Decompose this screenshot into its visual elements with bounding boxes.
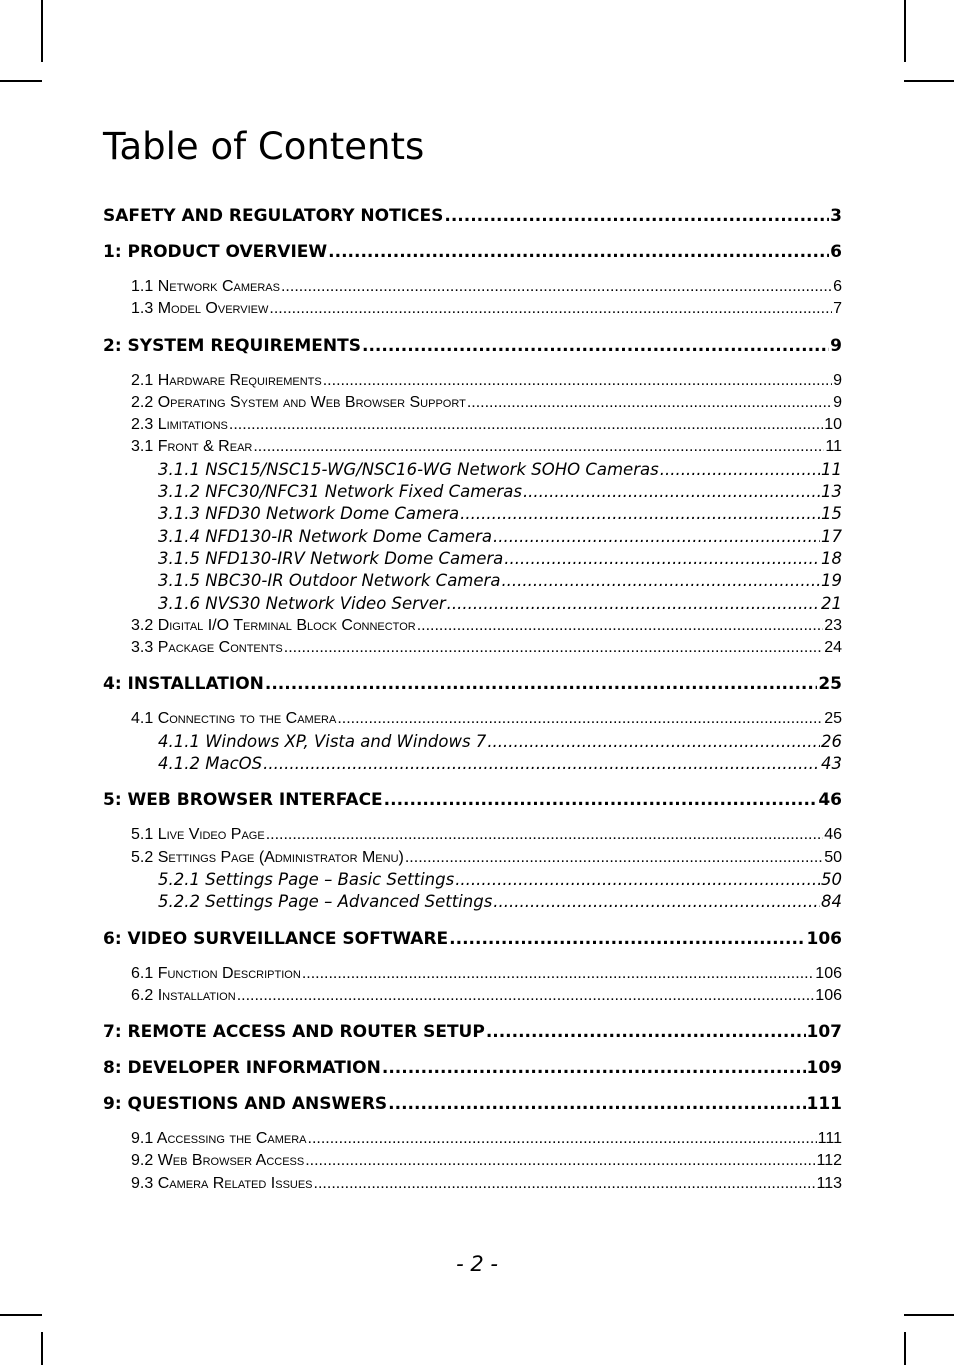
page-number: - 2 - [456, 1252, 498, 1276]
toc-entry-title: 2.3 Limitations [131, 416, 228, 434]
toc-entry-page: 17 [821, 526, 842, 546]
toc-leader-dots [501, 570, 820, 592]
toc-entry-title: 9.2 Web Browser Access [131, 1152, 305, 1170]
toc-entry[interactable] [103, 414, 842, 436]
crop-mark [904, 1314, 954, 1316]
toc-entry-page: 109 [806, 1058, 842, 1079]
toc-entry[interactable] [103, 548, 842, 570]
toc-entry-page: 113 [816, 1174, 842, 1192]
toc-entry[interactable] [103, 298, 842, 320]
toc-entry-title: 4.1 Connecting to the Camera [131, 710, 337, 728]
toc-leader-dots [504, 548, 820, 570]
toc-entry-title: 9: QUESTIONS AND ANSWERS [103, 1094, 388, 1115]
toc-entry-title: 3.1.5 NBC30-IR Outdoor Network Camera [158, 571, 501, 591]
toc-entry-title: 3.1.1 NSC15/NSC15-WG/NSC16-WG Network SOHO Cameras [158, 459, 659, 479]
page-title: Table of Contents [103, 125, 425, 168]
crop-mark [904, 0, 906, 62]
toc-entry-page: 9 [833, 371, 842, 389]
toc-entry-page: 50 [821, 869, 842, 889]
toc-entry[interactable] [103, 481, 842, 503]
toc-leader-dots [269, 298, 832, 320]
toc-entry-title: 6: VIDEO SURVEILLANCE SOFTWARE [103, 928, 449, 949]
toc-entry[interactable] [103, 928, 842, 950]
toc-leader-dots [253, 436, 824, 458]
crop-mark [904, 80, 954, 82]
toc-entry-title: 1.1 Network Cameras [131, 278, 280, 295]
toc-entry[interactable] [103, 436, 842, 458]
toc-entry[interactable] [103, 753, 842, 775]
crop-mark [41, 1332, 43, 1365]
toc-entry-page: 18 [821, 548, 842, 568]
toc-leader-dots [323, 370, 832, 392]
toc-entry[interactable] [103, 985, 842, 1007]
toc-entry-page: 9 [830, 335, 842, 356]
toc-leader-dots [493, 891, 820, 913]
toc-entry-page: 106 [806, 928, 842, 949]
toc-leader-dots [467, 392, 832, 414]
toc-entry-page: 43 [821, 754, 842, 774]
toc-entry[interactable] [103, 593, 842, 615]
toc-entry[interactable] [103, 891, 842, 913]
toc-entry-title: 5.2 Settings Page (Administrator Menu) [131, 848, 404, 866]
toc-entry[interactable] [103, 570, 842, 592]
toc-entry-page: 50 [824, 848, 842, 866]
crop-mark [0, 80, 42, 82]
toc-entry[interactable] [103, 503, 842, 525]
toc-entry-page: 15 [821, 504, 842, 524]
toc-entry-page: 84 [821, 892, 842, 912]
toc-entry-page: 23 [824, 616, 842, 634]
toc-entry-title: 5: WEB BROWSER INTERFACE [103, 790, 383, 811]
toc-leader-dots [388, 1093, 805, 1115]
toc-entry-page: 11 [825, 438, 842, 456]
toc-entry-page: 26 [821, 731, 842, 751]
toc-entry-title: 6.1 Function Description [131, 964, 301, 982]
toc-entry-page: 24 [824, 639, 842, 657]
toc-entry[interactable] [103, 1150, 842, 1172]
toc-entry-page: 7 [833, 300, 842, 318]
toc-entry-title: 6.2 Installation [131, 986, 236, 1004]
toc-leader-dots [447, 593, 820, 615]
toc-leader-dots [444, 205, 829, 227]
toc-leader-dots [455, 869, 820, 891]
toc-entry-title: 3.1.6 NVS30 Network Video Server [158, 593, 446, 613]
toc-entry-title: 3.1 Front & Rear [131, 438, 253, 456]
toc-entry[interactable] [103, 963, 842, 985]
toc-entry[interactable] [103, 459, 842, 481]
toc-entry-title: 3.1.3 NFD30 Network Dome Camera [158, 504, 460, 524]
toc-entry-title: 2.2 Operating System and Web Browser Support [131, 393, 466, 411]
toc-leader-dots [229, 414, 823, 436]
toc-entry-page: 46 [824, 826, 842, 844]
toc-leader-dots [281, 276, 832, 298]
toc-entry-page: 46 [818, 790, 842, 811]
toc-entry[interactable] [103, 1057, 842, 1079]
toc-entry[interactable] [103, 205, 842, 227]
toc-entry[interactable] [103, 824, 842, 846]
toc-entry-page: 25 [818, 674, 842, 695]
toc-entry-page: 106 [815, 986, 842, 1004]
toc-entry[interactable] [103, 241, 842, 263]
toc-entry-page: 11 [821, 459, 842, 479]
toc-entry[interactable] [103, 1173, 842, 1195]
toc-leader-dots [382, 1057, 806, 1079]
toc-entry-title: 3.3 Package Contents [131, 639, 283, 657]
toc-entry[interactable] [103, 1093, 842, 1115]
toc-leader-dots [263, 753, 820, 775]
toc-entry-title: 3.1.2 NFC30/NFC31 Network Fixed Cameras [158, 482, 522, 502]
toc-entry-title: 1.3 Model Overview [131, 300, 269, 318]
toc-leader-dots [302, 963, 814, 985]
toc-leader-dots [493, 526, 820, 548]
toc-entry-page: 25 [824, 710, 842, 728]
toc-entry-title: 2: SYSTEM REQUIREMENTS [103, 335, 361, 356]
toc-entry[interactable] [103, 335, 842, 357]
toc-leader-dots [314, 1173, 816, 1195]
toc-entry[interactable] [103, 370, 842, 392]
toc-leader-dots [405, 847, 823, 869]
toc-entry[interactable] [103, 637, 842, 659]
toc-entry[interactable] [103, 789, 842, 811]
toc-entry-title: 5.2.2 Settings Page – Advanced Settings [158, 892, 493, 912]
toc-entry-page: 111 [806, 1094, 842, 1115]
toc-leader-dots [284, 637, 823, 659]
toc-entry-page: 9 [833, 393, 842, 411]
toc-leader-dots [362, 335, 829, 357]
toc-leader-dots [266, 824, 824, 846]
toc-entry-page: 3 [830, 206, 842, 226]
toc-entry-title: 3.2 Digital I/O Terminal Block Connector [131, 616, 416, 634]
toc-leader-dots [417, 615, 824, 637]
toc-leader-dots [384, 789, 818, 811]
toc-entry[interactable] [103, 276, 842, 298]
toc-leader-dots [486, 1021, 806, 1043]
toc-entry-title: 2.1 Hardware Requirements [131, 371, 322, 389]
toc-entry-page: 6 [830, 242, 842, 262]
toc-leader-dots [328, 241, 829, 263]
toc-leader-dots [460, 503, 820, 525]
toc-entry[interactable] [103, 1021, 842, 1043]
toc-entry-title: 7: REMOTE ACCESS AND ROUTER SETUP [103, 1022, 485, 1043]
toc-entry-title: 4.1.2 MacOS [158, 754, 263, 774]
toc-entry-title: 3.1.5 NFD130-IRV Network Dome Camera [158, 548, 504, 568]
toc-leader-dots [265, 673, 817, 695]
toc-leader-dots [337, 708, 823, 730]
toc-leader-dots [308, 1128, 817, 1150]
toc-entry[interactable] [103, 869, 842, 891]
toc-leader-dots [523, 481, 820, 503]
toc-entry-page: 21 [821, 593, 842, 613]
toc-leader-dots [237, 985, 815, 1007]
toc-leader-dots [449, 928, 805, 950]
toc-leader-dots [305, 1150, 815, 1172]
toc-entry-title: 3.1.4 NFD130-IR Network Dome Camera [158, 526, 492, 546]
toc-entry-title: 5.1 Live Video Page [131, 826, 265, 844]
toc-entry-page: 111 [817, 1130, 842, 1148]
toc-entry[interactable] [103, 847, 842, 869]
crop-mark [0, 1314, 42, 1316]
toc-entry-page: 6 [833, 278, 842, 295]
table-of-contents [103, 202, 842, 1195]
toc-entry[interactable] [103, 731, 842, 753]
toc-entry-title: 4.1.1 Windows XP, Vista and Windows 7 [158, 731, 487, 751]
crop-mark [904, 1332, 906, 1365]
toc-entry-page: 19 [821, 571, 842, 591]
crop-mark [41, 0, 43, 62]
toc-entry-page: 107 [806, 1022, 842, 1043]
toc-entry-title: 9.1 Accessing the Camera [131, 1130, 307, 1148]
toc-entry-page: 106 [815, 964, 842, 982]
toc-entry-page: 13 [821, 482, 842, 502]
toc-entry-title: 8: DEVELOPER INFORMATION [103, 1058, 381, 1079]
toc-entry-page: 112 [816, 1152, 842, 1170]
toc-leader-dots [487, 731, 820, 753]
toc-entry[interactable] [103, 708, 842, 730]
toc-entry-title: SAFETY AND REGULATORY NOTICES [103, 206, 444, 226]
toc-entry-title: 4: INSTALLATION [103, 674, 264, 695]
toc-entry-title: 9.3 Camera Related Issues [131, 1174, 313, 1192]
toc-entry[interactable] [103, 1128, 842, 1150]
toc-entry[interactable] [103, 673, 842, 695]
toc-entry[interactable] [103, 526, 842, 548]
toc-entry-title: 5.2.1 Settings Page – Basic Settings [158, 869, 455, 889]
toc-entry-page: 10 [824, 416, 842, 434]
toc-entry-title: 1: PRODUCT OVERVIEW [103, 242, 328, 262]
toc-leader-dots [660, 459, 820, 481]
toc-entry[interactable] [103, 615, 842, 637]
toc-entry[interactable] [103, 392, 842, 414]
